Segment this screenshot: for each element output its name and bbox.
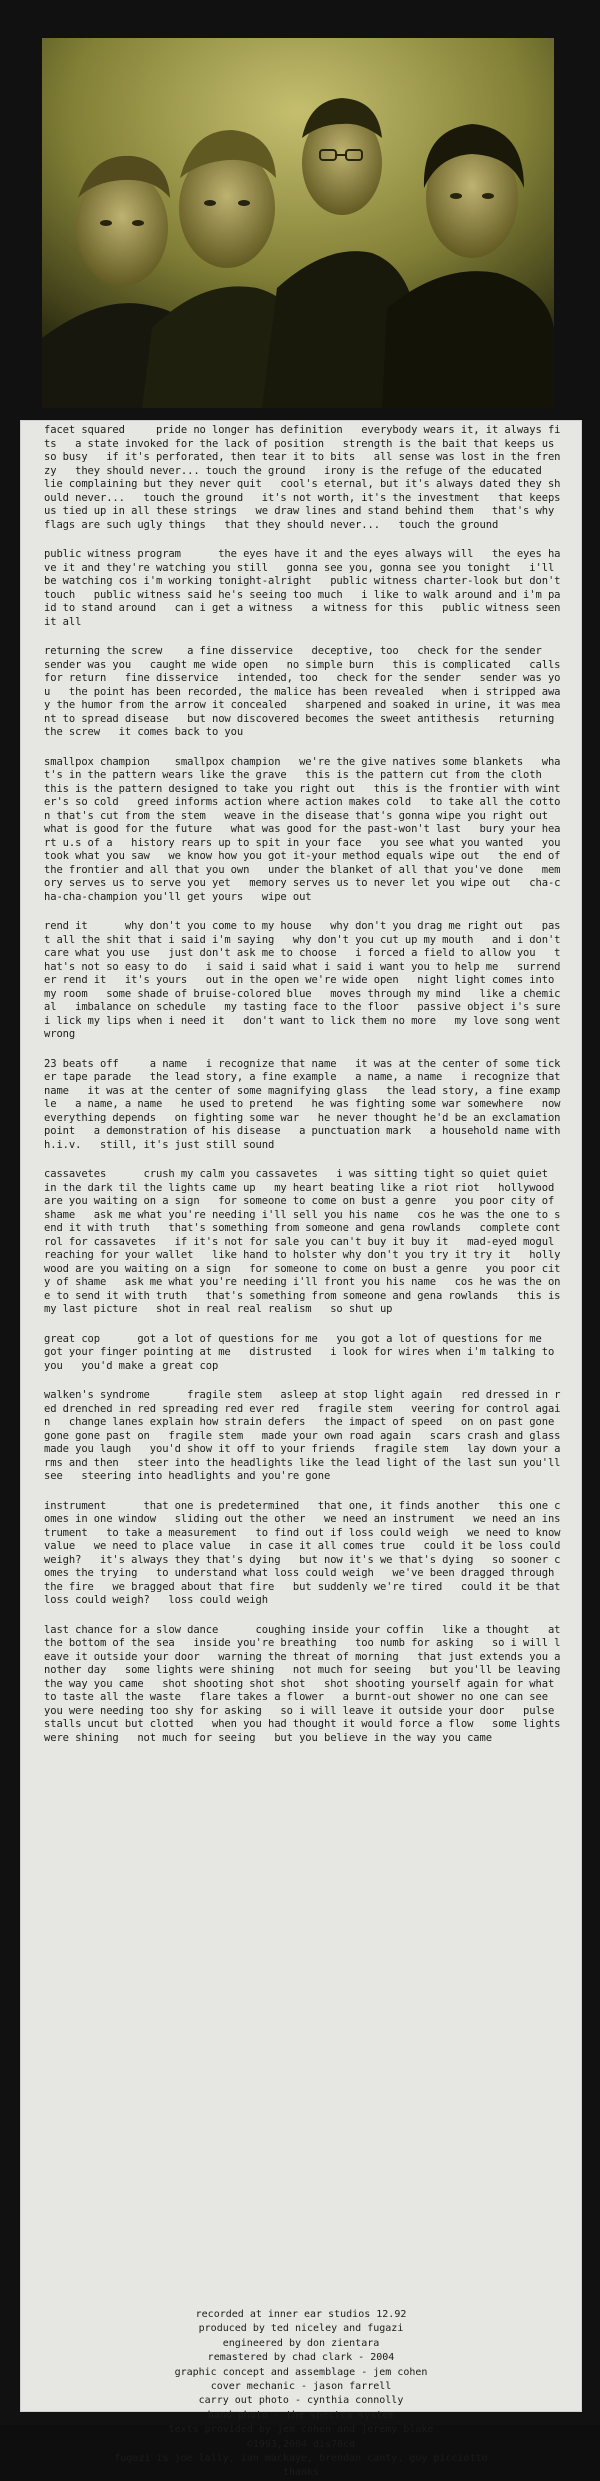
lyrics-block: public witness program the eyes have it and the eyes always will the eyes have it and they're watching you still gonna see you, gonna see you tonight i'll be watching cos i'm working tonight-alright public witness charter-look but don't touch public witness said he's seeing too much i like to walk around and i'm paid to stand around can i get a witness a witness for this public witness seen it all <box>44 548 567 628</box>
lyrics-block: 23 beats off a name i recognize that name it was at the center of some ticker tape parade the lead story, a fine example a name, a name i recognize that name it was at the center of some magnifying glass the lead story, a fine example a name, a name he used to pretend he was fighting some war somewhere now everything depends on fighting some war he never thought he'd be an exclamation point a demonstration of his disease a punctuation mark a household name with h.i.v. still, it's just still sound <box>44 1057 567 1151</box>
lyrics-block: instrument that one is predetermined that one, it finds another this one comes in one window sliding out the other we need an instrument we need an instrument to take a measurement to find out if loss could weigh we need to know value we need to place value in case it all comes true could it be loss could weigh? it's always they that's dying but now it's we that's dying so sooner comes the trying to understand what loss could weigh we've been dragged through the fire we bragged about that fire but suddenly we're tired could it be that loss could weigh? loss could weigh <box>44 1499 567 1606</box>
lyrics-sheet <box>20 420 582 2479</box>
credit-line: recorded at inner ear studios 12.92 <box>195 2309 407 2320</box>
lyrics-block: returning the screw a fine disservice deceptive, too check for the sender sender was you caught me wide open no simple burn this is complicated calls for return fine disservice intended, too check for the sender sender was you the point has been recorded, the malice has been revealed when i stripped away the humor from the arrow it concealed sharpened and soaked in urine, it was meant to spread disease but now discovered becomes the sweet antithesis returning the screw it comes back to you <box>44 645 567 738</box>
credit-line: fugazi is joe lally, ian mackaye, brendan canty, guy picciotto <box>114 2453 488 2465</box>
credit-line: thanks <box>282 2467 320 2479</box>
credit-line: engineered by don zientara <box>222 2337 380 2349</box>
lyrics-block: walken's syndrome fragile stem asleep at stop light again red dressed in red drenched in red spreading red ever red fragile stem veering for control again change lanes explain how strain defers the impact of speed on on past gone gone gone past on fragile stem made your own road again scars crash and glass made you laugh you'd show it off to your friends fragile stem lay down your arms and then steer into the headlights like the lead light of the last sun you'll see steering into headlights and you're gone <box>44 1389 573 1482</box>
lyrics-list <box>44 424 580 1761</box>
credit-line: graphic concept and assemblage - jem cohen <box>174 2366 428 2378</box>
credit-line: cover mechanic - jason farrell <box>210 2381 392 2393</box>
band-photo <box>42 38 554 408</box>
credits <box>20 2308 582 2481</box>
lyrics-block: last chance for a slow dance coughing inside your coffin like a thought at the bottom of the sea inside you're breathing too numb for asking so i will leave it outside your door warning the threat of morning that just extends you another day some lights were shining not much for seeing but you'll be leaving the way you came shot shooting shot shot shot shooting yourself again for what to taste all the waste flare takes a flower a burnt-out shower no one can see you were needing too shy for asking so i will leave it outside your door pulse stalls uncut but clotted when you had thought it would force a flow some lights were shining not much for seeing but you believe in the way you came <box>44 1623 573 1744</box>
band-photo-illustration <box>42 38 554 408</box>
credit-line: produced by ted niceley and fugazi <box>198 2323 404 2335</box>
lyrics-block: cassavetes crush my calm you cassavetes i was sitting tight so quiet quiet in the dark til the lights came up my heart beating like a riot riot hollywood are you waiting on a sign for someone to come on bust a genre you poor city of shame ask me what you're needing i'll sell you his name cos he was the one to send it with truth that's something from someone and gena rowlands complete control for cassavetes if it's not for sale you can't buy it buy it mad-eyed mogul reaching for your wallet like hand to holster why don't you try it try it hollywood are you waiting on a sign for someone to come on bust a genre you poor city of shame ask me what you're needing i'll front you his name cos he was the one to send it with truth that's something from someone and gena rowlands this is my last picture shot in real real realism so shut up <box>44 1168 567 1315</box>
credit-line: carry out photo - cynthia connolly <box>198 2395 404 2407</box>
credit-line: remastered by chad clark - 2004 <box>207 2352 395 2364</box>
lyrics-block: great cop got a lot of questions for me you got a lot of questions for me got your finger pointing at me distrusted i look for wires when i'm talking to you you'd make a great cop <box>44 1332 561 1372</box>
credit-line: ©1993,2004 dis70cd <box>246 2438 356 2450</box>
credit-line: texts provided by jem cohen and jeremy blake <box>168 2424 434 2436</box>
lyrics-block: smallpox champion smallpox champion we're the give natives some blankets what's in the pattern wears like the grave this is the pattern cut from the cloth this is the pattern designed to take you right out this is the frontier with winter's so cold greed informs action where action makes cold to take all the cotton that's cut from the stem weave in the disease that's gonna wipe you right out what is good for the future what was good for the past-won't last bury your heart u.s of a history rears up to spit in your face you see what you wanted you took what you saw we know how you got it-your method equals wipe out the end of the frontier and all that you own under the blanket of all that you've done memory serves us to serve you yet memory serves us to never let you wipe out cha-cha-cha-champion you'll get yours wipe out <box>44 755 567 903</box>
credit-line: band photo - the spectra system <box>207 2409 395 2421</box>
lyrics-block: rend it why don't you come to my house why don't you drag me right out past all the shit that i said i'm saying why don't you cut up my mouth and i don't care what you use just don't ask me to choose i forced a field to allow you that's not so easy to do i said i said what i said i want you to help me surrender rend it it's yours out in the open we're wide open night light comes into my room some shade of bruise-colored blue moves through my mind like a chemical imbalance on schedule my tasting face to the floor passive object i's sure i lick my lips when i need it don't want to lick them no more my love song went wrong <box>44 920 580 1040</box>
lyrics-block: facet squared pride no longer has definition everybody wears it, it always fits a state invoked for the lack of position strength is the bait that keeps us so busy if it's perforated, then tear it to bits all sense was lost in the frenzy they should never... touch the ground irony is the refuge of the educated lie complaining but they never quit cool's eternal, but it's always dated they should never... touch the ground it's not worth, it's the investment that keeps us tied up in all these strings we draw lines and stand behind them that's why flags are such ugly things that they should never... touch the ground <box>44 424 567 531</box>
